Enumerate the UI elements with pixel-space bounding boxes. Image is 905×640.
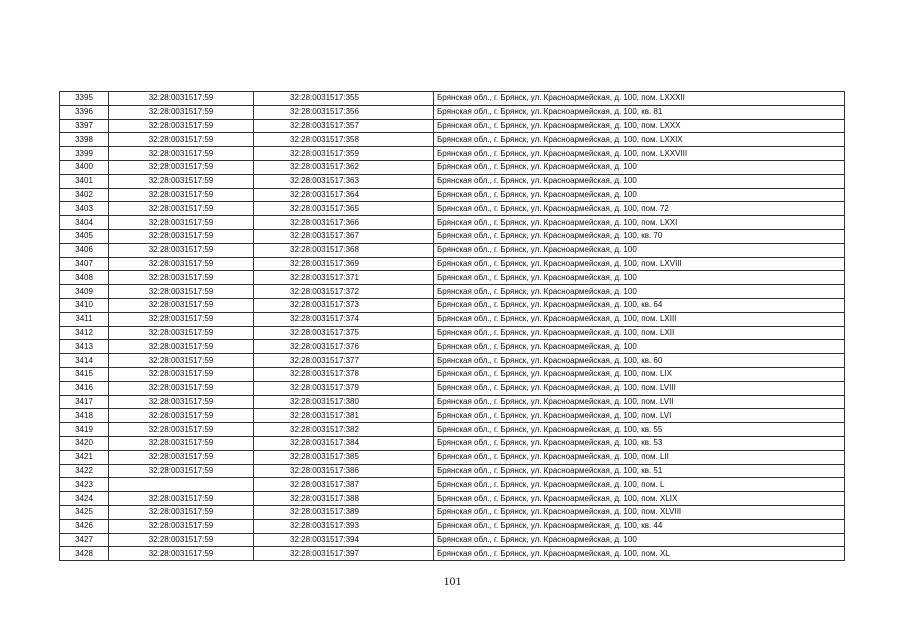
quarter-number-cell: 32:28:0031517:59 [109, 340, 254, 354]
address-cell: Брянская обл., г. Брянск, ул. Красноармейская, д. 100, кв. 64 [434, 298, 845, 312]
table-row [60, 340, 845, 354]
quarter-number-cell: 32:28:0031517:59 [109, 216, 254, 230]
table-body [60, 92, 845, 561]
table-row [60, 229, 845, 243]
row-number-cell: 3395 [60, 92, 109, 106]
table-row [60, 519, 845, 533]
cadastral-number-cell: 32:28:0031517:369 [254, 257, 434, 271]
cadastral-number-cell: 32:28:0031517:385 [254, 450, 434, 464]
row-number-cell: 3416 [60, 381, 109, 395]
address-cell: Брянская обл., г. Брянск, ул. Красноармейская, д. 100, пом. LIX [434, 367, 845, 381]
table-row [60, 133, 845, 147]
quarter-number-cell: 32:28:0031517:59 [109, 492, 254, 506]
quarter-number-cell: 32:28:0031517:59 [109, 105, 254, 119]
address-cell: Брянская обл., г. Брянск, ул. Красноармейская, д. 100, пом. LVII [434, 395, 845, 409]
row-number-cell: 3417 [60, 395, 109, 409]
address-cell: Брянская обл., г. Брянск, ул. Красноармейская, д. 100, кв. 81 [434, 105, 845, 119]
table-row [60, 423, 845, 437]
quarter-number-cell: 32:28:0031517:59 [109, 450, 254, 464]
cadastral-number-cell: 32:28:0031517:358 [254, 133, 434, 147]
page-number: 101 [443, 574, 462, 588]
row-number-cell: 3427 [60, 533, 109, 547]
cadastral-number-cell: 32:28:0031517:380 [254, 395, 434, 409]
address-cell: Брянская обл., г. Брянск, ул. Красноармейская, д. 100, пом. LII [434, 450, 845, 464]
cadastral-number-cell: 32:28:0031517:356 [254, 105, 434, 119]
cadastral-number-cell: 32:28:0031517:389 [254, 505, 434, 519]
quarter-number-cell: 32:28:0031517:59 [109, 436, 254, 450]
table-row [60, 257, 845, 271]
row-number-cell: 3409 [60, 285, 109, 299]
cadastral-number-cell: 32:28:0031517:374 [254, 312, 434, 326]
address-cell: Брянская обл., г. Брянск, ул. Красноармейская, д. 100, кв. 53 [434, 436, 845, 450]
table-row [60, 505, 845, 519]
quarter-number-cell: 32:28:0031517:59 [109, 547, 254, 561]
table-row [60, 478, 845, 492]
table-row [60, 312, 845, 326]
row-number-cell: 3405 [60, 229, 109, 243]
address-cell: Брянская обл., г. Брянск, ул. Красноармейская, д. 100, пом. LXII [434, 326, 845, 340]
address-cell: Брянская обл., г. Брянск, ул. Красноармейская, д. 100, пом. LXXXII [434, 92, 845, 106]
cadastral-number-cell: 32:28:0031517:365 [254, 202, 434, 216]
cadastral-number-cell: 32:28:0031517:388 [254, 492, 434, 506]
row-number-cell: 3400 [60, 160, 109, 174]
row-number-cell: 3408 [60, 271, 109, 285]
cadastral-number-cell: 32:28:0031517:386 [254, 464, 434, 478]
table-row [60, 533, 845, 547]
row-number-cell: 3421 [60, 450, 109, 464]
table-row [60, 92, 845, 106]
cadastral-number-cell: 32:28:0031517:362 [254, 160, 434, 174]
row-number-cell: 3398 [60, 133, 109, 147]
row-number-cell: 3396 [60, 105, 109, 119]
quarter-number-cell: 32:28:0031517:59 [109, 147, 254, 161]
address-cell: Брянская обл., г. Брянск, ул. Красноармейская, д. 100, кв. 70 [434, 229, 845, 243]
quarter-number-cell: 32:28:0031517:59 [109, 381, 254, 395]
row-number-cell: 3404 [60, 216, 109, 230]
table-row [60, 547, 845, 561]
cadastral-number-cell: 32:28:0031517:355 [254, 92, 434, 106]
row-number-cell: 3402 [60, 188, 109, 202]
table-row [60, 381, 845, 395]
row-number-cell: 3413 [60, 340, 109, 354]
address-cell: Брянская обл., г. Брянск, ул. Красноармейская, д. 100 [434, 533, 845, 547]
quarter-number-cell: 32:28:0031517:59 [109, 423, 254, 437]
table-row [60, 395, 845, 409]
quarter-number-cell: 32:28:0031517:59 [109, 519, 254, 533]
quarter-number-cell: 32:28:0031517:59 [109, 243, 254, 257]
address-cell: Брянская обл., г. Брянск, ул. Красноармейская, д. 100, пом. XLVIII [434, 505, 845, 519]
quarter-number-cell: 32:28:0031517:59 [109, 326, 254, 340]
quarter-number-cell: 32:28:0031517:59 [109, 312, 254, 326]
cadastral-number-cell: 32:28:0031517:373 [254, 298, 434, 312]
table-row [60, 492, 845, 506]
table-row [60, 409, 845, 423]
address-cell: Брянская обл., г. Брянск, ул. Красноармейская, д. 100 [434, 340, 845, 354]
quarter-number-cell: 32:28:0031517:59 [109, 285, 254, 299]
address-cell: Брянская обл., г. Брянск, ул. Красноармейская, д. 100, пом. XL [434, 547, 845, 561]
address-cell: Брянская обл., г. Брянск, ул. Красноармейская, д. 100 [434, 188, 845, 202]
row-number-cell: 3415 [60, 367, 109, 381]
address-cell: Брянская обл., г. Брянск, ул. Красноармейская, д. 100, пом. LXXI [434, 216, 845, 230]
row-number-cell: 3414 [60, 354, 109, 368]
row-number-cell: 3397 [60, 119, 109, 133]
cadastral-number-cell: 32:28:0031517:397 [254, 547, 434, 561]
quarter-number-cell: 32:28:0031517:59 [109, 160, 254, 174]
quarter-number-cell: 32:28:0031517:59 [109, 229, 254, 243]
cadastral-number-cell: 32:28:0031517:387 [254, 478, 434, 492]
row-number-cell: 3401 [60, 174, 109, 188]
table-row [60, 202, 845, 216]
address-cell: Брянская обл., г. Брянск, ул. Красноармейская, д. 100 [434, 160, 845, 174]
table-row [60, 367, 845, 381]
quarter-number-cell: 32:28:0031517:59 [109, 354, 254, 368]
row-number-cell: 3420 [60, 436, 109, 450]
table-row [60, 105, 845, 119]
address-cell: Брянская обл., г. Брянск, ул. Красноармейская, д. 100, пом. LXXVIII [434, 147, 845, 161]
quarter-number-cell: 32:28:0031517:59 [109, 464, 254, 478]
quarter-number-cell: 32:28:0031517:59 [109, 505, 254, 519]
row-number-cell: 3410 [60, 298, 109, 312]
quarter-number-cell: 32:28:0031517:59 [109, 533, 254, 547]
cadastral-number-cell: 32:28:0031517:377 [254, 354, 434, 368]
cadastral-number-cell: 32:28:0031517:368 [254, 243, 434, 257]
table-row [60, 174, 845, 188]
address-cell: Брянская обл., г. Брянск, ул. Красноармейская, д. 100 [434, 271, 845, 285]
row-number-cell: 3399 [60, 147, 109, 161]
row-number-cell: 3428 [60, 547, 109, 561]
cadastral-number-cell: 32:28:0031517:359 [254, 147, 434, 161]
cadastral-number-cell: 32:28:0031517:379 [254, 381, 434, 395]
cadastral-number-cell: 32:28:0031517:371 [254, 271, 434, 285]
quarter-number-cell: 32:28:0031517:59 [109, 271, 254, 285]
address-cell: Брянская обл., г. Брянск, ул. Красноармейская, д. 100, пом. LVIII [434, 381, 845, 395]
row-number-cell: 3423 [60, 478, 109, 492]
address-cell: Брянская обл., г. Брянск, ул. Красноармейская, д. 100 [434, 285, 845, 299]
quarter-number-cell: 32:28:0031517:59 [109, 133, 254, 147]
cadastral-number-cell: 32:28:0031517:384 [254, 436, 434, 450]
table-row [60, 298, 845, 312]
cadastral-number-cell: 32:28:0031517:381 [254, 409, 434, 423]
address-cell: Брянская обл., г. Брянск, ул. Красноармейская, д. 100, пом. LXVIII [434, 257, 845, 271]
row-number-cell: 3425 [60, 505, 109, 519]
address-cell: Брянская обл., г. Брянск, ул. Красноармейская, д. 100, пом. LXXX [434, 119, 845, 133]
row-number-cell: 3406 [60, 243, 109, 257]
row-number-cell: 3412 [60, 326, 109, 340]
row-number-cell: 3426 [60, 519, 109, 533]
address-cell: Брянская обл., г. Брянск, ул. Красноармейская, д. 100, кв. 44 [434, 519, 845, 533]
row-number-cell: 3422 [60, 464, 109, 478]
row-number-cell: 3424 [60, 492, 109, 506]
quarter-number-cell: 32:28:0031517:59 [109, 257, 254, 271]
quarter-number-cell: 32:28:0031517:59 [109, 367, 254, 381]
table-row [60, 285, 845, 299]
row-number-cell: 3407 [60, 257, 109, 271]
table-row [60, 243, 845, 257]
quarter-number-cell: 32:28:0031517:59 [109, 395, 254, 409]
cadastral-number-cell: 32:28:0031517:382 [254, 423, 434, 437]
table-row [60, 147, 845, 161]
quarter-number-cell: 32:28:0031517:59 [109, 298, 254, 312]
cadastral-number-cell: 32:28:0031517:393 [254, 519, 434, 533]
quarter-number-cell: 32:28:0031517:59 [109, 202, 254, 216]
address-cell: Брянская обл., г. Брянск, ул. Красноармейская, д. 100, пом. XLIX [434, 492, 845, 506]
row-number-cell: 3418 [60, 409, 109, 423]
quarter-number-cell: 32:28:0031517:59 [109, 174, 254, 188]
row-number-cell: 3419 [60, 423, 109, 437]
table-row [60, 271, 845, 285]
cadastral-number-cell: 32:28:0031517:375 [254, 326, 434, 340]
cadastral-number-cell: 32:28:0031517:363 [254, 174, 434, 188]
cadastral-number-cell: 32:28:0031517:357 [254, 119, 434, 133]
quarter-number-cell: 32:28:0031517:59 [109, 188, 254, 202]
cadastral-number-cell: 32:28:0031517:378 [254, 367, 434, 381]
address-cell: Брянская обл., г. Брянск, ул. Красноармейская, д. 100, пом. 72 [434, 202, 845, 216]
table-row [60, 216, 845, 230]
address-cell: Брянская обл., г. Брянск, ул. Красноармейская, д. 100, кв. 55 [434, 423, 845, 437]
address-cell: Брянская обл., г. Брянск, ул. Красноармейская, д. 100, пом. L [434, 478, 845, 492]
cadastral-number-cell: 32:28:0031517:366 [254, 216, 434, 230]
table-row [60, 326, 845, 340]
address-cell: Брянская обл., г. Брянск, ул. Красноармейская, д. 100, пом. LXIII [434, 312, 845, 326]
quarter-number-cell: 32:28:0031517:59 [109, 92, 254, 106]
property-table [59, 91, 845, 561]
table-row [60, 119, 845, 133]
cadastral-number-cell: 32:28:0031517:372 [254, 285, 434, 299]
row-number-cell: 3411 [60, 312, 109, 326]
table-row [60, 436, 845, 450]
cadastral-number-cell: 32:28:0031517:367 [254, 229, 434, 243]
quarter-number-cell [109, 478, 254, 492]
address-cell: Брянская обл., г. Брянск, ул. Красноармейская, д. 100 [434, 174, 845, 188]
table-row [60, 160, 845, 174]
table-row [60, 450, 845, 464]
address-cell: Брянская обл., г. Брянск, ул. Красноармейская, д. 100, пом. LVI [434, 409, 845, 423]
table-row [60, 354, 845, 368]
cadastral-number-cell: 32:28:0031517:376 [254, 340, 434, 354]
table-row [60, 188, 845, 202]
address-cell: Брянская обл., г. Брянск, ул. Красноармейская, д. 100, кв. 60 [434, 354, 845, 368]
address-cell: Брянская обл., г. Брянск, ул. Красноармейская, д. 100, пом. LXXIX [434, 133, 845, 147]
address-cell: Брянская обл., г. Брянск, ул. Красноармейская, д. 100 [434, 243, 845, 257]
quarter-number-cell: 32:28:0031517:59 [109, 409, 254, 423]
cadastral-number-cell: 32:28:0031517:364 [254, 188, 434, 202]
quarter-number-cell: 32:28:0031517:59 [109, 119, 254, 133]
cadastral-number-cell: 32:28:0031517:394 [254, 533, 434, 547]
table-row [60, 464, 845, 478]
address-cell: Брянская обл., г. Брянск, ул. Красноармейская, д. 100, кв. 51 [434, 464, 845, 478]
row-number-cell: 3403 [60, 202, 109, 216]
